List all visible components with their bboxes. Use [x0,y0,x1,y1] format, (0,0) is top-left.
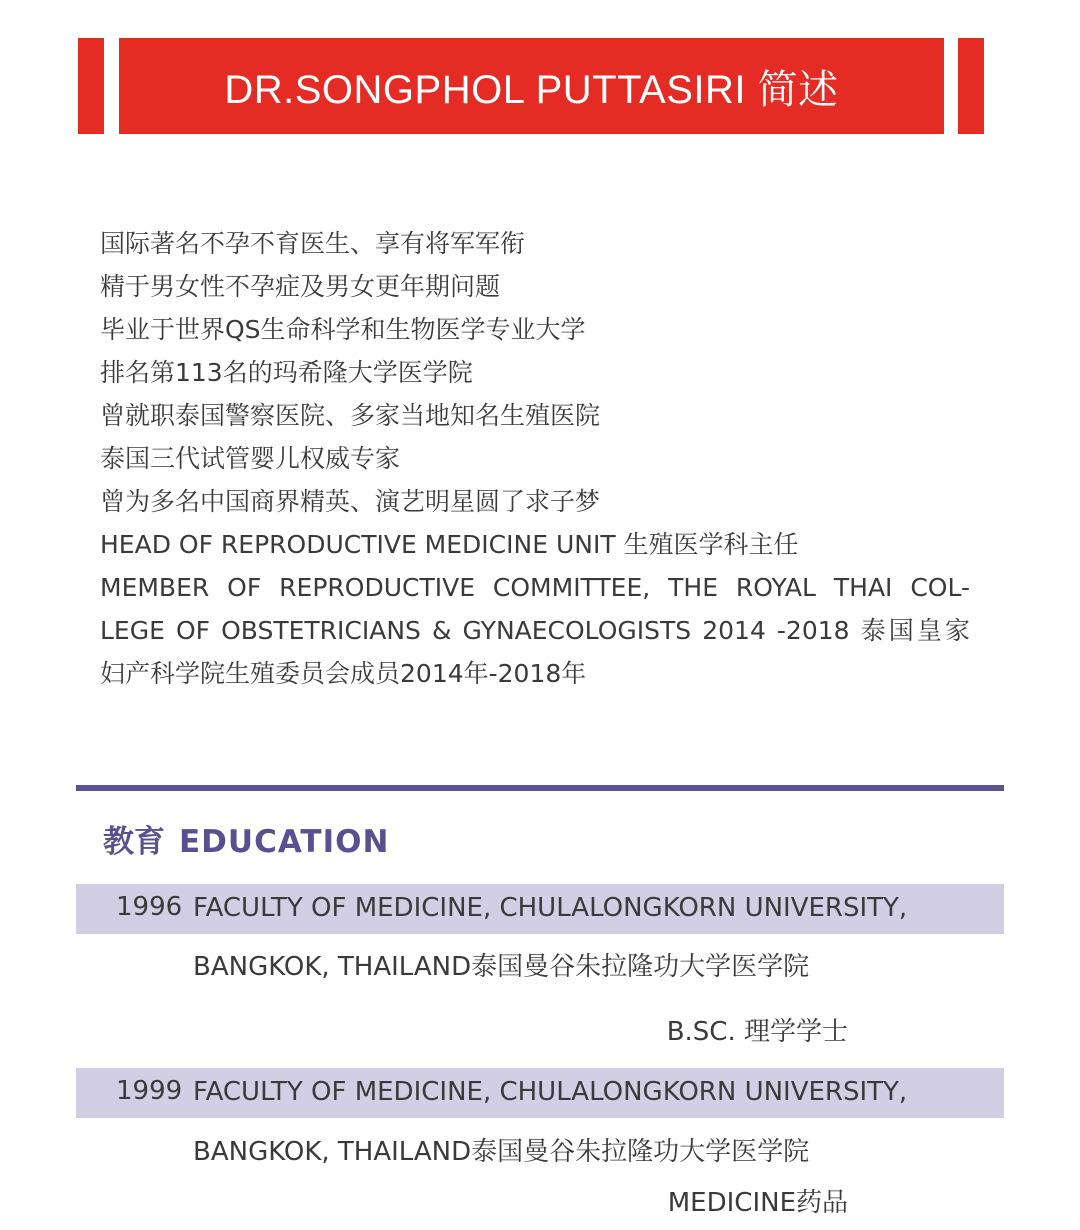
bio-line: 泰国三代试管婴儿权威专家 [100,444,401,473]
bio-line: MEMBER OF REPRODUCTIVE COMMITTEE, THE ROYAL THAI COL- [100,573,970,602]
bio-line: 国际著名不孕不育医生、享有将军军衔 [100,229,526,258]
education-location: BANGKOK, THAILAND泰国曼谷朱拉隆功大学医学院 [193,1137,810,1167]
title-banner [119,38,944,134]
bio-line: 妇产科学院生殖委员会成员2014年-2018年 [100,659,587,688]
education-degree: MEDICINE药品 [667,1188,848,1218]
bio-line: 精于男女性不孕症及男女更年期问题 [100,272,501,301]
education-institution: FACULTY OF MEDICINE, CHULALONGKORN UNIVERSITY, [193,1077,908,1107]
education-year: 1999 [116,1076,183,1106]
section-divider [76,785,1004,791]
bio-line: 曾就职泰国警察医院、多家当地知名生殖医院 [100,401,601,430]
title-right-bar [958,38,984,134]
education-location: BANGKOK, THAILAND泰国曼谷朱拉隆功大学医学院 [193,952,810,982]
education-heading [103,816,389,861]
bio-line: 排名第113名的玛希隆大学医学院 [100,358,473,387]
education-institution: FACULTY OF MEDICINE, CHULALONGKORN UNIVERSITY, [193,893,908,923]
bio-line: HEAD OF REPRODUCTIVE MEDICINE UNIT 生殖医学科主任 [100,530,799,559]
education-heading-en: EDUCATION [179,824,390,860]
page-title: DR.SONGPHOL PUTTASIRI 简述 [224,67,839,112]
bio-line: 曾为多名中国商界精英、演艺明星圆了求子梦 [100,487,601,516]
bio-section [100,222,970,695]
bio-line: LEGE OF OBSTETRICIANS & GYNAECOLOGISTS 2014 -2018 泰国皇家 [100,616,970,645]
education-heading-cn: 教育 [103,824,165,860]
education-year: 1996 [116,892,183,922]
bio-line: 毕业于世界QS生命科学和生物医学专业大学 [100,315,586,344]
education-degree: B.SC. 理学学士 [666,1017,848,1047]
title-left-bar [78,38,104,134]
